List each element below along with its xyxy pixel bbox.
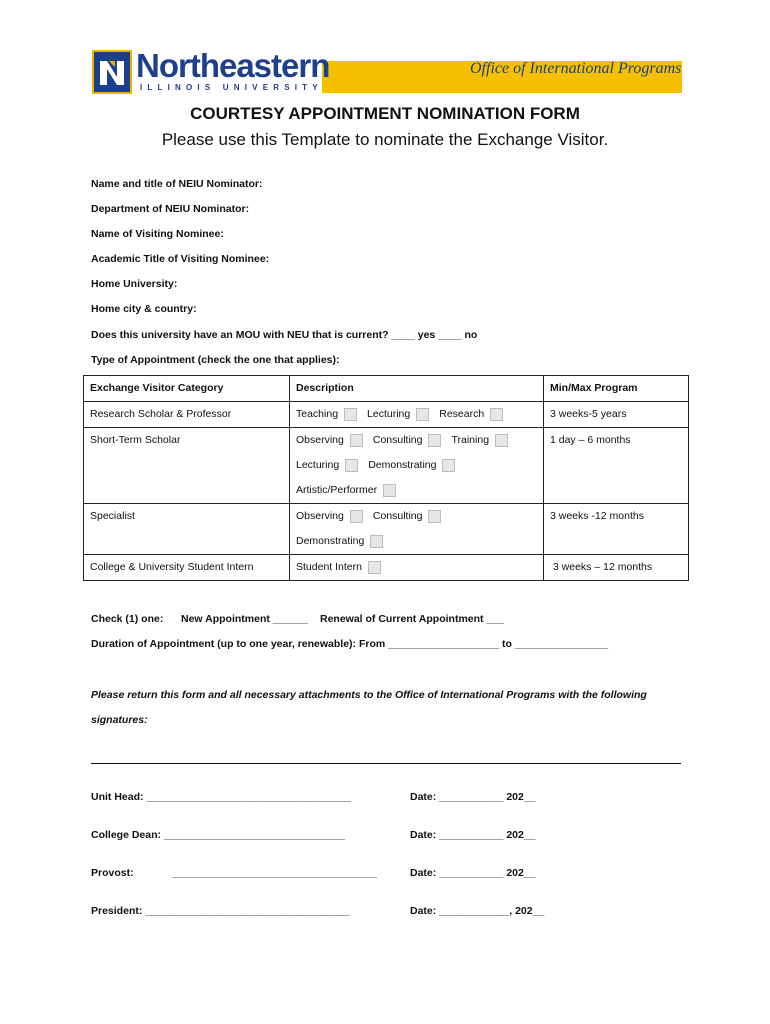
category-label: Research Scholar & Professor [90, 408, 232, 420]
field-home-city[interactable]: Home city & country: [91, 303, 197, 315]
checkbox-observing[interactable] [350, 510, 363, 523]
option-consulting: Consulting [372, 434, 423, 446]
range-cell [544, 428, 689, 504]
table-row [84, 555, 689, 581]
logo-subtitle: ILLINOIS UNIVERSITY [140, 83, 323, 92]
category-cell [84, 428, 290, 504]
signature-label: President: [91, 905, 146, 917]
field-nominator-name[interactable]: Name and title of NEIU Nominator: [91, 178, 263, 190]
category-label: Short-Term Scholar [90, 434, 181, 446]
checkbox-consulting[interactable] [428, 434, 441, 447]
checkbox-consulting[interactable] [428, 510, 441, 523]
date-president[interactable]: Date: ____________, 202__ [410, 905, 545, 917]
header-description: Description [290, 376, 544, 402]
description-cell [290, 504, 544, 555]
date-unit-head[interactable]: Date: ___________ 202__ [410, 791, 536, 803]
category-cell [84, 504, 290, 555]
option-observing: Observing [296, 434, 344, 446]
logo-name: Northeastern [136, 47, 330, 84]
signature-label: Unit Head: [91, 791, 147, 803]
signature-label: College Dean: [91, 829, 164, 841]
table-row [84, 428, 689, 504]
category-cell [84, 555, 290, 581]
check-one-label: Check (1) one: [91, 613, 164, 625]
field-nominee-title[interactable]: Academic Title of Visiting Nominee: [91, 253, 270, 265]
checkbox-teaching[interactable] [344, 408, 357, 421]
renewal-option[interactable]: Renewal of Current Appointment ___ [320, 613, 504, 625]
field-nominee-name[interactable]: Name of Visiting Nominee: [91, 228, 224, 240]
signature-president[interactable] [91, 905, 350, 917]
checkbox-observing[interactable] [350, 434, 363, 447]
option-consulting: Consulting [372, 510, 423, 522]
signature-college-dean[interactable] [91, 829, 345, 841]
option-student-intern: Student Intern [296, 561, 362, 573]
option-demonstrating: Demonstrating [368, 459, 437, 471]
checkbox-demonstrating[interactable] [442, 459, 455, 472]
option-teaching: Teaching [296, 408, 339, 420]
option-observing: Observing [296, 510, 344, 522]
visitor-category-table [83, 375, 689, 581]
range-cell [544, 402, 689, 428]
new-appointment-option[interactable]: New Appointment ______ [181, 613, 308, 625]
date-provost[interactable]: Date: ___________ 202__ [410, 867, 536, 879]
description-cell [290, 555, 544, 581]
range-cell [544, 504, 689, 555]
form-subtitle: Please use this Template to nominate the Exchange Visitor. [161, 130, 609, 149]
checkbox-lecturing[interactable] [345, 459, 358, 472]
header-category: Exchange Visitor Category [84, 376, 290, 402]
range-label: 1 day – 6 months [550, 434, 631, 446]
range-label: 3 weeks – 12 months [550, 561, 653, 573]
checkbox-demonstrating[interactable] [370, 535, 383, 548]
n-logo-icon [97, 55, 127, 89]
form-title: COURTESY APPOINTMENT NOMINATION FORM [190, 104, 580, 123]
field-nominator-department[interactable]: Department of NEIU Nominator: [91, 203, 250, 215]
table-row [84, 402, 689, 428]
category-cell [84, 402, 290, 428]
option-lecturing: Lecturing [296, 459, 340, 471]
signature-line: ___________________________________ [146, 791, 351, 803]
signature-label: Provost: [91, 867, 137, 879]
category-label: Specialist [90, 510, 135, 522]
university-logo-icon [92, 50, 132, 94]
divider [91, 763, 681, 764]
field-mou-question[interactable]: Does this university have an MOU with NEU that is current? ____ yes ____ no [91, 329, 478, 341]
signature-line: _______________________________ [163, 829, 345, 841]
table-row [84, 504, 689, 555]
instructions-line2: signatures: [91, 714, 148, 726]
signature-line: ___________________________________ [145, 905, 350, 917]
option-artistic: Artistic/Performer [296, 484, 378, 496]
option-lecturing: Lecturing [367, 408, 411, 420]
checkbox-training[interactable] [495, 434, 508, 447]
date-college-dean[interactable]: Date: ___________ 202__ [410, 829, 536, 841]
checkbox-lecturing[interactable] [416, 408, 429, 421]
duration-field[interactable]: Duration of Appointment (up to one year, renewable): From ___________________ to ________________ [91, 638, 609, 650]
category-label: College & University Student Intern [90, 561, 254, 573]
checkbox-artistic[interactable] [383, 484, 396, 497]
office-name: Office of International Programs [470, 60, 682, 77]
field-home-university[interactable]: Home University: [91, 278, 178, 290]
appointment-type-label: Type of Appointment (check the one that applies): [91, 354, 340, 366]
checkbox-research[interactable] [490, 408, 503, 421]
checkbox-student-intern[interactable] [368, 561, 381, 574]
header-range: Min/Max Program [544, 376, 689, 402]
range-label: 3 weeks-5 years [550, 408, 627, 420]
range-cell [544, 555, 689, 581]
option-training: Training [451, 434, 490, 446]
table-header-row [84, 376, 689, 402]
signature-unit-head[interactable] [91, 791, 351, 803]
option-demonstrating: Demonstrating [296, 535, 365, 547]
instructions-line1: Please return this form and all necessary attachments to the Office of International Programs with the following [91, 689, 647, 701]
range-label: 3 weeks -12 months [550, 510, 644, 522]
option-research: Research [439, 408, 485, 420]
description-cell [290, 402, 544, 428]
description-cell [290, 428, 544, 504]
signature-line: ___________________________________ [172, 867, 377, 879]
signature-provost[interactable] [91, 867, 377, 879]
